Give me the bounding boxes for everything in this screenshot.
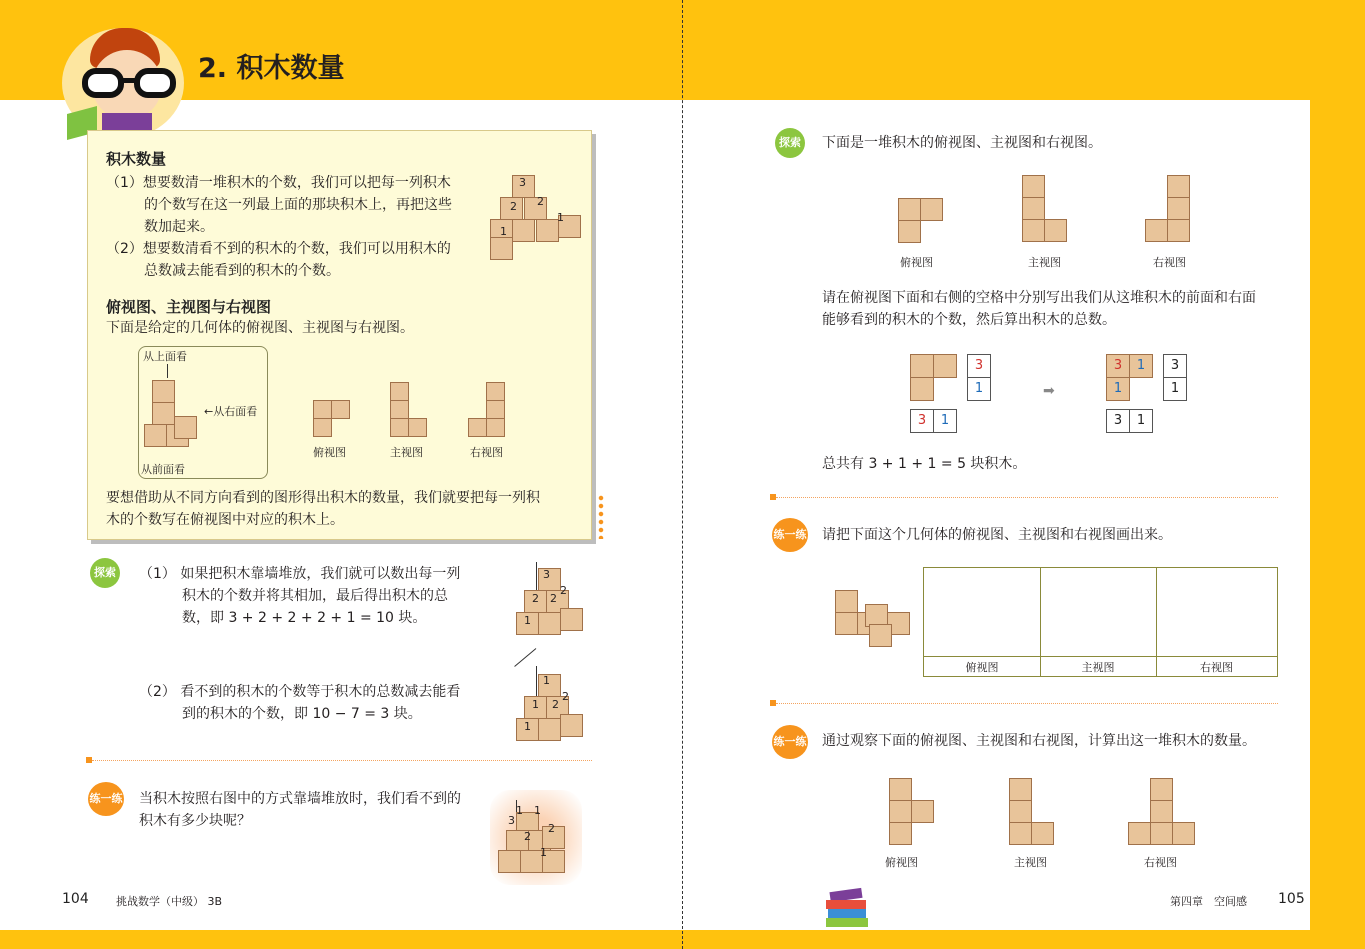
page-number-left: 104: [62, 891, 89, 907]
grid-block: 1: [1129, 354, 1153, 378]
practice-badge: 练一练: [88, 782, 124, 816]
page-title: 2. 积木数量: [198, 53, 345, 84]
top-band-right: [683, 0, 1365, 100]
wall-stack-illustration-2: [508, 666, 588, 756]
stack-number: 2: [524, 830, 531, 843]
table-label: 俯视图: [965, 661, 999, 674]
view-label: 右视图: [1144, 856, 1177, 869]
view-label: 俯视图: [885, 856, 918, 869]
view-label: 俯视图: [313, 446, 346, 459]
stack-number: 1: [524, 720, 531, 733]
page-number-right: 105: [1278, 891, 1305, 907]
stack-number: 1: [500, 225, 507, 238]
stack-number: 1: [543, 674, 550, 687]
table-label: 右视图: [1200, 661, 1233, 674]
dots-decoration: [598, 494, 604, 539]
label-from-top: 从上面看: [143, 350, 187, 363]
explore-line: 到的积木的个数，即 10 − 7 = 3 块。: [182, 706, 422, 722]
view-label: 俯视图: [900, 256, 933, 269]
info-box-desc: 下面是给定的几何体的俯视图、主视图与右视图。: [106, 320, 414, 336]
solid-cubes-illustration: [144, 380, 204, 450]
practice-line: 积木有多少块呢？: [139, 813, 251, 829]
explore-badge: 探索: [775, 128, 805, 158]
practice-badge: 练一练: [772, 725, 808, 759]
stack-number: 2: [562, 690, 569, 703]
stack-number: 2: [548, 822, 555, 835]
grid-block: [933, 354, 957, 378]
view-label: 右视图: [470, 446, 503, 459]
section-divider: [776, 703, 1278, 704]
stack-number: 1: [557, 211, 564, 224]
explore-line: 积木的个数并将其相加，最后得出积木的总: [182, 588, 448, 604]
stack-number: 2: [552, 698, 559, 711]
books-stack-icon: [826, 890, 870, 930]
right-edge-band: [1310, 0, 1365, 949]
stack-number: 3: [519, 176, 526, 189]
stack-number: 2: [550, 592, 557, 605]
explore-line: （1） 如果把积木靠墙堆放，我们就可以数出每一列: [139, 566, 461, 582]
practice-line: 当积木按照右图中的方式靠墙堆放时，我们看不到的: [139, 791, 461, 807]
instruction-line: 能够看到的积木的个数，然后算出积木的总数。: [822, 312, 1116, 328]
stack-number: 2: [510, 200, 517, 213]
table-label: 主视图: [1081, 661, 1115, 674]
solid-cubes-illustration: [835, 590, 915, 650]
info-item-line: 数加起来。: [144, 219, 214, 235]
explore-line: （2） 看不到的积木的个数等于积木的总数减去能看: [139, 684, 461, 700]
stack-number: 2: [532, 592, 539, 605]
drawing-table: [923, 567, 1278, 677]
answer-cell: 3: [910, 409, 934, 433]
stack-number: 1: [524, 614, 531, 627]
answer-cell: 3: [1163, 354, 1187, 378]
conclusion-line: 要想借助从不同方向看到的图形得出积木的数量，我们就要把每一列积: [106, 490, 540, 506]
conclusion-line: 木的个数写在俯视图中对应的积木上。: [106, 512, 344, 528]
view-label: 右视图: [1153, 256, 1186, 269]
book-title: 挑战数学（中级） 3B: [116, 895, 223, 908]
glasses-icon: [82, 68, 182, 98]
view-label: 主视图: [1028, 256, 1061, 269]
info-box-subheading: 俯视图、主视图与右视图: [106, 298, 272, 316]
stack-number: 3: [508, 814, 515, 827]
stack-number: 2: [537, 195, 544, 208]
answer-cell: 1: [1163, 377, 1187, 401]
chapter-title: 第四章 空间感: [1170, 895, 1247, 908]
section-divider: [776, 497, 1278, 498]
grid-block: [910, 377, 934, 401]
info-item-line: 总数减去能看到的积木的个数。: [144, 263, 340, 279]
stack-number: 1: [534, 804, 541, 817]
answer-cell: 1: [967, 377, 991, 401]
instruction-line: 请在俯视图下面和右侧的空格中分别写出我们从这堆积木的前面和右面: [822, 290, 1256, 306]
info-box-heading: 积木数量: [106, 150, 167, 168]
practice-badge: 练一练: [772, 518, 808, 552]
practice-text: 请把下面这个几何体的俯视图、主视图和右视图画出来。: [822, 527, 1172, 543]
stack-number: 1: [540, 846, 547, 859]
arrow-down-icon: [167, 364, 168, 378]
stack-number: 1: [532, 698, 539, 711]
stack-number: 2: [560, 584, 567, 597]
arrow-right-icon: ➡: [1043, 383, 1055, 399]
label-from-front: 从前面看: [141, 463, 185, 476]
practice-text: 通过观察下面的俯视图、主视图和右视图，计算出这一堆积木的数量。: [822, 733, 1256, 749]
grid-block: [910, 354, 934, 378]
answer-cell: 3: [967, 354, 991, 378]
explore-intro: 下面是一堆积木的俯视图、主视图和右视图。: [822, 135, 1102, 151]
view-label: 主视图: [1014, 856, 1047, 869]
grid-block: 1: [1106, 377, 1130, 401]
explore-badge: 探索: [90, 558, 120, 588]
mascot-character: [62, 28, 187, 138]
stack-number: 3: [543, 568, 550, 581]
stack-number: 1: [516, 804, 523, 817]
view-label: 主视图: [390, 446, 423, 459]
info-item-line: （2）想要数清看不到的积木的个数，我们可以用积木的: [106, 241, 451, 257]
page-fold-line: [682, 0, 683, 949]
wall-stack-illustration: [508, 562, 588, 652]
explore-line: 数，即 3 + 2 + 2 + 2 + 1 = 10 块。: [182, 610, 427, 626]
info-item-line: （1）想要数清一堆积木的个数，我们可以把每一列积木: [106, 175, 451, 191]
practice-stack-illustration: [498, 800, 583, 880]
info-item-line: 的个数写在这一列最上面的那块积木上，再把这些: [144, 197, 452, 213]
section-divider: [92, 760, 592, 761]
answer-cell: 1: [1129, 409, 1153, 433]
answer-cell: 1: [933, 409, 957, 433]
right-page-white: [683, 100, 1310, 910]
answer-cell: 3: [1106, 409, 1130, 433]
total-line: 总共有 3 + 1 + 1 = 5 块积木。: [822, 456, 1027, 472]
grid-block: 3: [1106, 354, 1130, 378]
label-from-right: ←从右面看: [204, 405, 258, 418]
block-stack-illustration: [490, 175, 580, 260]
